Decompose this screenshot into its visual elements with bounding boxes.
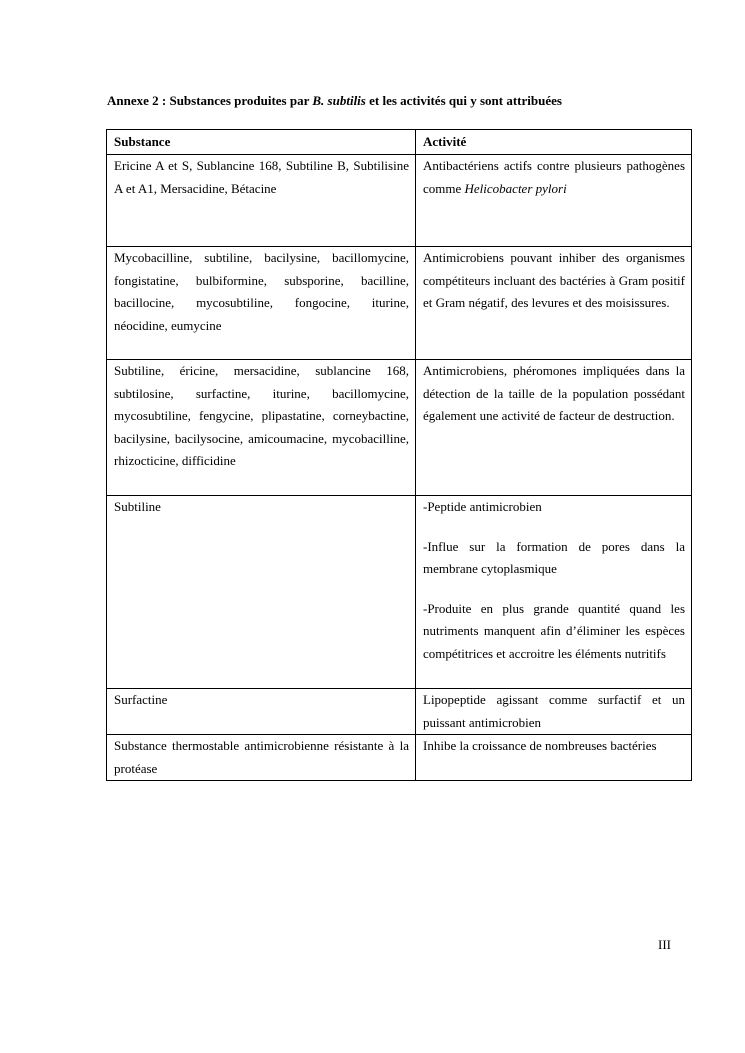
annex-title	[107, 93, 562, 109]
table-row	[107, 496, 692, 689]
substance-cell: Subtiline	[107, 496, 416, 689]
table-row	[107, 155, 692, 247]
activity-text: Antibactériens actifs contre plusieurs pathogènes comme	[423, 158, 685, 196]
activity-cell: Antimicrobiens, phéromones impliquées dans la détection de la taille de la population possédant également une activité de facteur de destruction.	[416, 360, 692, 496]
annex-title-suffix: et les activités qui y sont attribuées	[365, 93, 562, 108]
substance-cell: Substance thermostable antimicrobienne résistante à la protéase	[107, 735, 416, 781]
activity-cell: Antimicrobiens pouvant inhiber des organismes compétiteurs incluant des bactéries à Gram positif et Gram négatif, des levures et des moisissures.	[416, 247, 692, 360]
activity-item: -Produite en plus grande quantité quand les nutriments manquent afin d’éliminer les espèces compétitrices et accroitre les éléments nutritifs	[423, 600, 685, 661]
substance-cell: Mycobacilline, subtiline, bacilysine, bacillomycine, fongistatine, bulbiformine, subsporine, bacilline, bacillocine, mycosubtiline, fongocine, iturine, néocidine, eumycine	[107, 247, 416, 360]
table-header-row	[107, 130, 692, 155]
annex-title-prefix: Annexe 2 : Substances produites par	[107, 93, 313, 108]
annex-title-species: B. subtilis	[312, 93, 366, 108]
activity-cell	[416, 496, 692, 689]
activity-cell	[416, 155, 692, 247]
table-row	[107, 735, 692, 781]
page-number: III	[658, 937, 671, 952]
activity-item: -Influe sur la formation de pores dans la membrane cytoplasmique	[423, 538, 685, 576]
activity-cell: Lipopeptide agissant comme surfactif et un puissant antimicrobien	[416, 689, 692, 735]
table-row	[107, 689, 692, 735]
activity-cell: Inhibe la croissance de nombreuses bactéries	[416, 735, 692, 781]
substance-cell: Surfactine	[107, 689, 416, 735]
substance-cell: Subtiline, éricine, mersacidine, sublancine 168, subtilosine, surfactine, iturine, bacillomycine, mycosubtiline, fengycine, plipastatine, corneybactine, bacilysine, bacilysocine, amicoumacine, mycobacilline, rhizocticine, difficidine	[107, 360, 416, 496]
substances-table	[106, 129, 692, 781]
activity-organism: Helicobacter pylori	[464, 180, 567, 196]
header-substance: Substance	[107, 130, 416, 155]
activity-item: -Peptide antimicrobien	[423, 499, 542, 514]
substance-cell: Ericine A et S, Sublancine 168, Subtiline B, Subtilisine A et A1, Mersacidine, Bétacine	[107, 155, 416, 247]
table-row	[107, 247, 692, 360]
header-activity: Activité	[416, 130, 692, 155]
table-row	[107, 360, 692, 496]
